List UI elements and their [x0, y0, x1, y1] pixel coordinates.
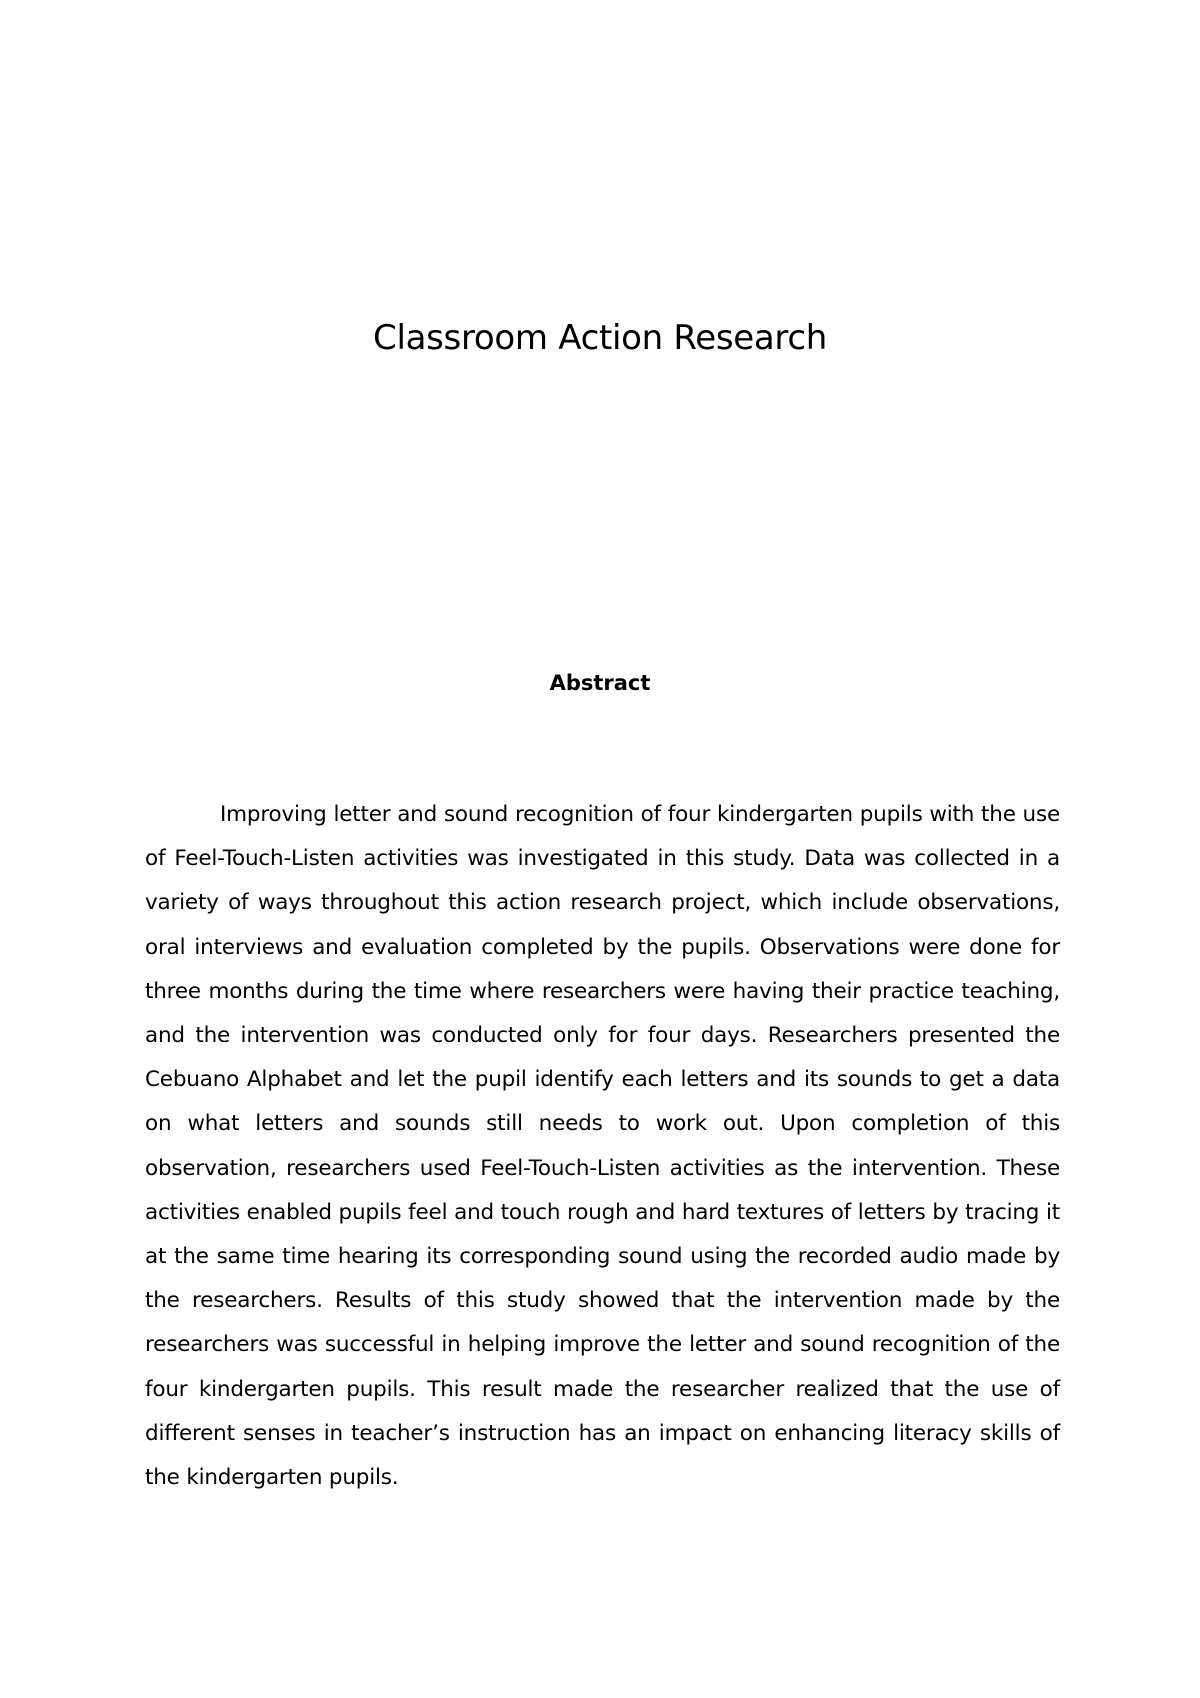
- abstract-heading: Abstract: [549, 671, 651, 695]
- abstract-paragraph: Improving letter and sound recognition of four kindergarten pupils with the use of Feel-Touch-Listen activities was investigated in this study. Data was collected in a variety of ways throughout this action research project, which include observations, oral interviews and evaluation completed by the pupils. Observations were done for three months during the time where researchers were having their practice teaching, and the intervention was conducted only for four days. Researchers presented the Cebuano Alphabet and let the pupil identify each letters and its sounds to get a data on what letters and sounds still needs to work out. Upon completion of this observation, researchers used Feel-Touch-Listen activities as the intervention. These activities enabled pupils feel and touch rough and hard textures of letters by tracing it at the same time hearing its corresponding sound using the recorded audio made by the researchers. Results of this study showed that the intervention made by the researchers was successful in helping improve the letter and sound recognition of the four kindergarten pupils. This result made the researcher realized that the use of different senses in teacher’s instruction has an impact on enhancing literacy skills of the kindergarten pupils.: [145, 802, 1060, 1491]
- document-title: Classroom Action Research: [373, 318, 827, 358]
